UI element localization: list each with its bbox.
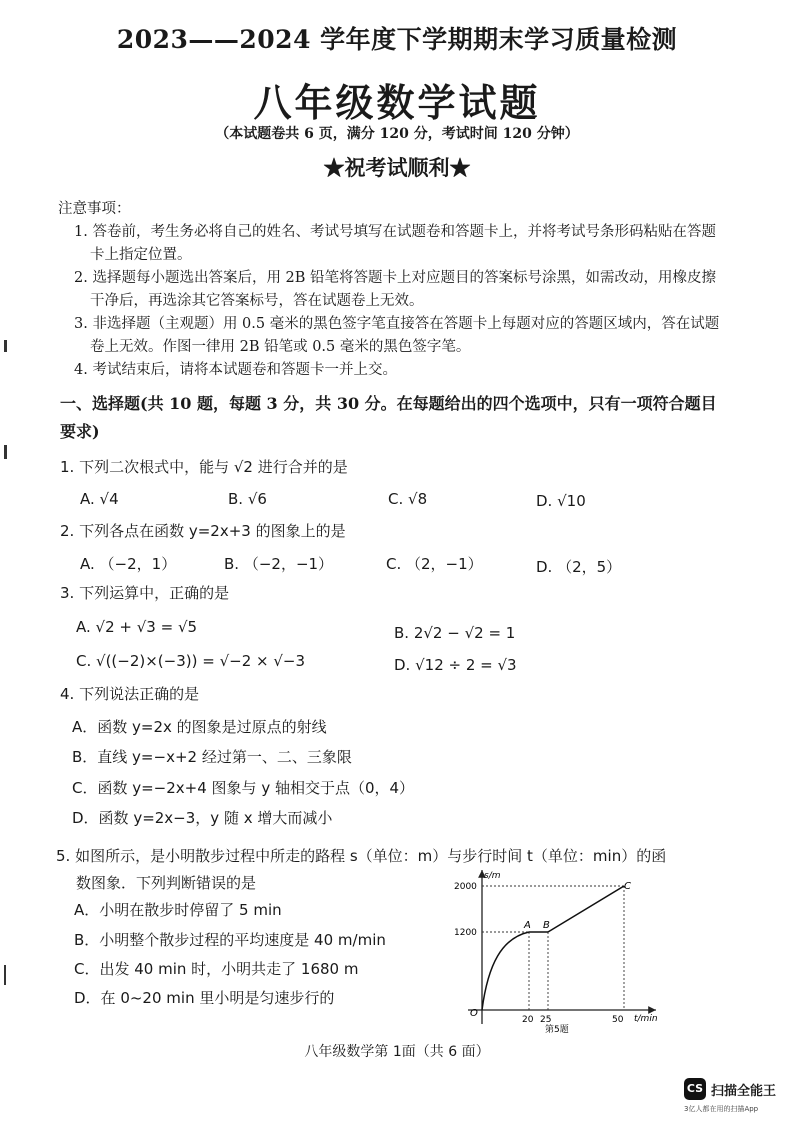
q1-option-d: D. √10 [536,492,586,510]
x-tick-20: 20 [522,1015,534,1025]
q3-option-b: B. 2√2 − √2 = 1 [394,624,516,642]
good-luck-banner: ★祝考试顺利★ [323,155,471,180]
notes-heading: 注意事项： [58,201,131,217]
q4-option-a: A．函数 y=2x 的图象是过原点的射线 [72,718,327,736]
q5-option-d: D．在 0~20 min 里小明是匀速步行的 [74,989,335,1007]
q4-option-d: D．函数 y=2x−3，y 随 x 增大而减小 [72,809,333,827]
segment-b-to-c [548,886,624,932]
q2-option-d: D. （2，5） [536,558,622,576]
subject-title: 八年级数学试题 [253,80,541,125]
q5-option-c: C．出发 40 min 时，小明共走了 1680 m [74,960,359,978]
curve-o-to-a [482,932,529,1010]
exam-info: （本试题卷共 6 页，满分 120 分，考试时间 120 分钟） [215,126,579,142]
scan-mark [4,340,7,352]
section-heading: 一、选择题(共 10 题，每题 3 分，共 30 分。在每题给出的四个选项中，只有一项符合题目要求) [60,394,717,441]
notes-block [58,198,730,378]
origin-label: O [470,1008,478,1019]
q2-option-b: B. （−2，−1） [224,555,334,573]
q5-option-b: B．小明整个散步过程的平均速度是 40 m/min [74,931,386,949]
point-b-label: B [543,920,550,931]
scan-mark [4,965,6,985]
page-footer: 八年级数学第 1面（共 6 面） [304,1044,490,1060]
scanner-tagline: 3亿人都在用的扫描App [684,1105,759,1113]
q3-option-c: C. √((−2)×(−3)) = √−2 × √−3 [76,652,306,670]
q4-option-b: B．直线 y=−x+2 经过第一、二、三象限 [72,748,352,766]
q1-option-c: C. √8 [388,490,428,508]
question-5-stem: 5. 如图所示，是小明散步过程中所走的路程 s（单位：m）与步行时间 t（单位：min）的函 [56,847,667,865]
q5-graph [430,864,670,1036]
question-2-stem: 2. 下列各点在函数 y=2x+3 的图象上的是 [60,522,346,540]
x-tick-50: 50 [612,1015,624,1025]
note-item: 1. 答卷前，考生务必将自己的姓名、考试号填写在试题卷和答题卡上，并将考试号条形码粘贴在答题卡上指定位置。 [74,224,716,263]
q1-option-b: B. √6 [228,490,267,508]
q5-option-a: A．小明在散步时停留了 5 min [74,901,282,919]
scanner-name: 扫描全能王 [711,1084,777,1099]
figure-caption: 第5题 [545,1025,569,1035]
note-item: 2. 选择题每小题选出答案后，用 2B 铅笔将答题卡上对应题目的答案标号涂黑，如需改动，用橡皮擦干净后，再选涂其它答案标号，答在试题卷上无效。 [74,270,717,309]
y-tick-2000: 2000 [454,882,477,892]
point-a-label: A [524,920,531,931]
scanner-logo: CS [684,1078,706,1100]
x-axis-label: t/min [634,1014,658,1024]
note-item: 4. 考试结束后，请将本试题卷和答题卡一并上交。 [74,362,397,378]
point-c-label: C [624,881,631,892]
scan-mark [4,445,7,459]
question-1-stem: 1. 下列二次根式中，能与 √2 进行合并的是 [60,458,348,476]
q3-option-d: D. √12 ÷ 2 = √3 [394,656,517,674]
question-4-stem: 4. 下列说法正确的是 [60,685,200,703]
note-item: 3. 非选择题（主观题）用 0.5 毫米的黑色签字笔直接答在答题卡上每题对应的答题区域内，答在试题卷上无效。作图一律用 2B 铅笔或 0.5 毫米的黑色签字笔。 [74,316,720,355]
y-tick-1200: 1200 [454,928,477,938]
question-3-stem: 3. 下列运算中，正确的是 [60,584,230,602]
q1-option-a: A. √4 [80,490,119,508]
y-axis-label: s/m [484,871,501,881]
exam-title: 2023——2024 学年度下学期期末学习质量检测 [116,25,678,54]
q3-option-a: A. √2 + √3 = √5 [76,618,198,636]
x-tick-25: 25 [540,1015,552,1025]
q2-option-c: C. （2，−1） [386,555,483,573]
q2-option-a: A. （−2，1） [80,555,177,573]
question-5-stem-cont: 数图象．下列判断错误的是 [76,874,257,892]
q4-option-c: C．函数 y=−2x+4 图象与 y 轴相交于点（0，4） [72,779,415,797]
